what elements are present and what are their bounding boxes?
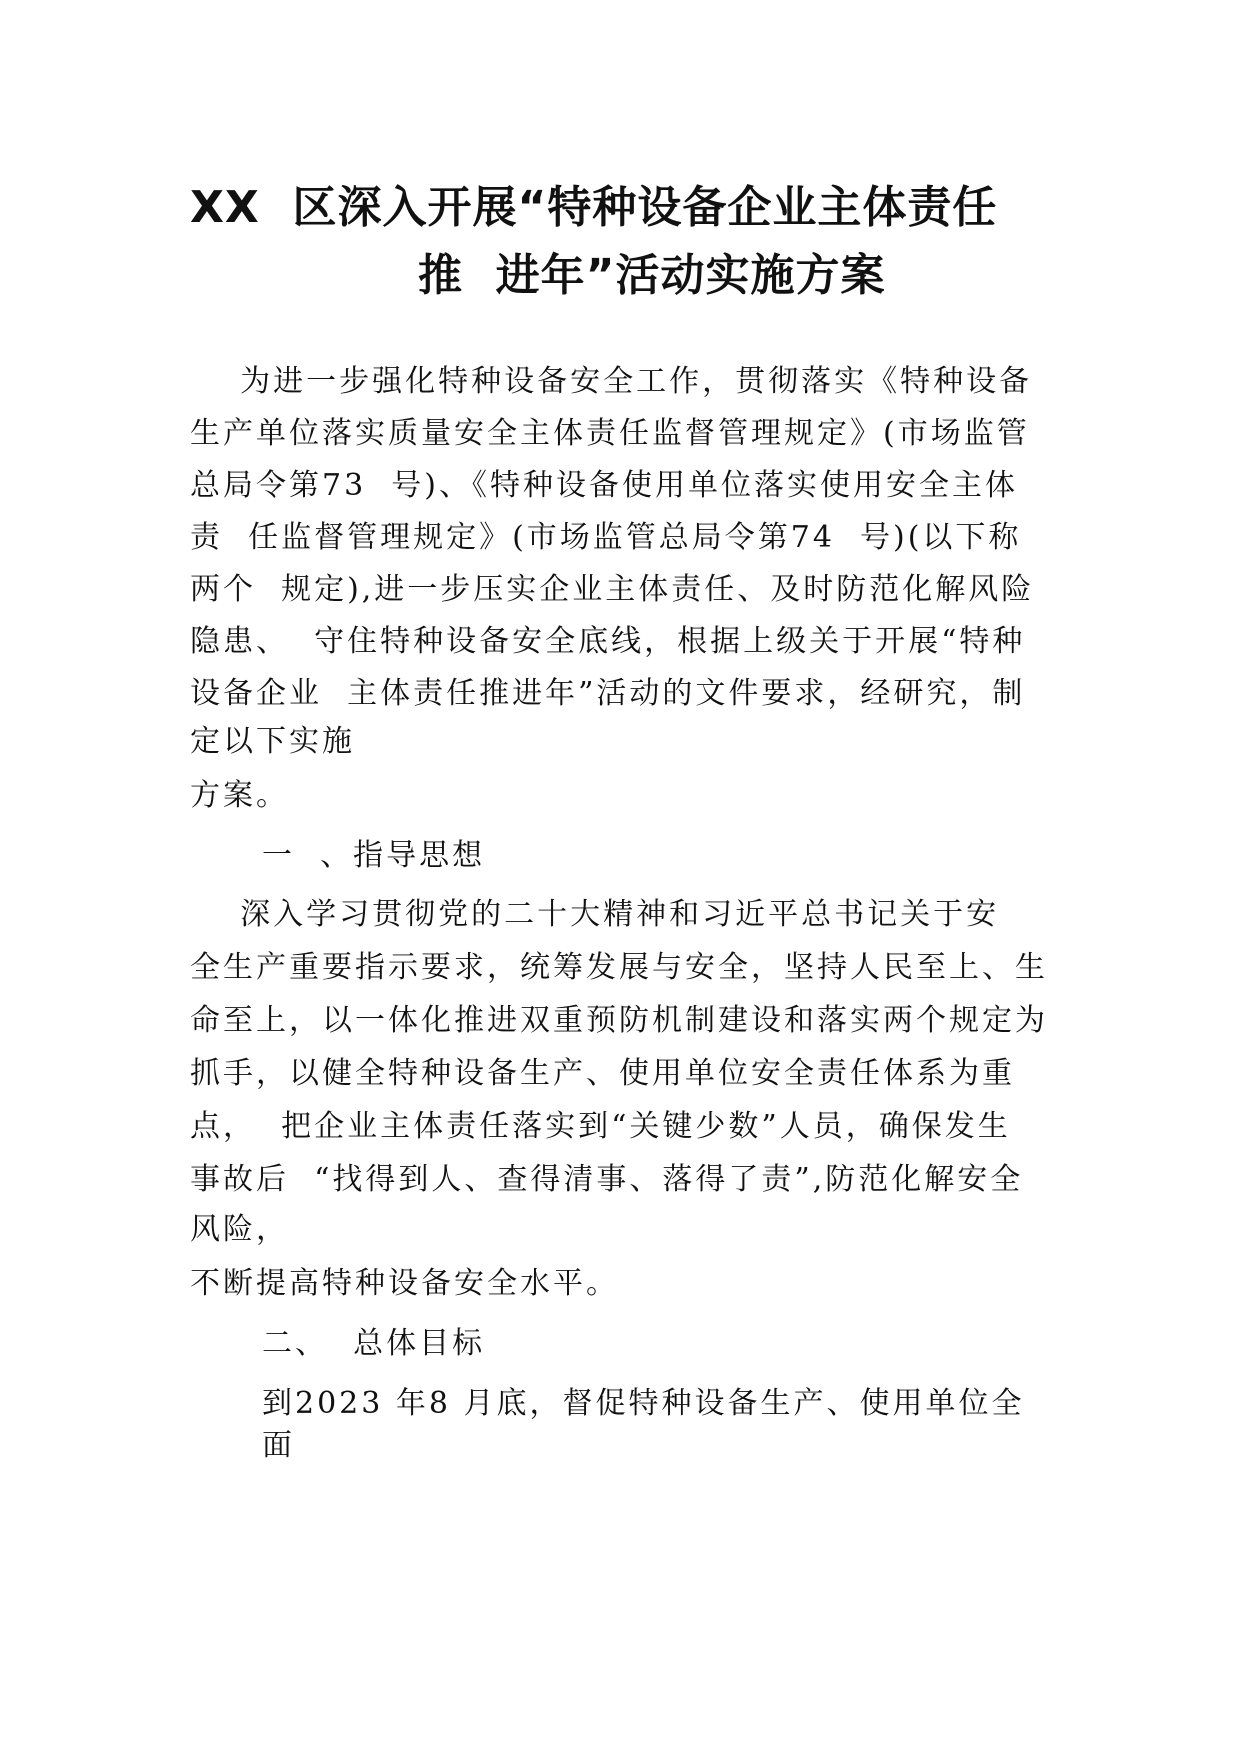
para1-line: 为进一步强化特种设备安全工作，贯彻落实《特种设备: [190, 364, 1033, 399]
para2-line: 点， 把企业主体责任落实到“关键少数”人员，确保发生: [190, 1109, 1011, 1144]
para2-line: 不断提高特种设备安全水平。: [190, 1266, 619, 1301]
para1-line: 总局令第73 号)、《特种设备使用单位落实使用安全主体: [190, 468, 1018, 503]
para1-line: 责 任监督管理规定》(市场监管总局令第74 号)(以下称: [190, 520, 1022, 555]
para3-line: 面: [262, 1428, 295, 1463]
para1-line: 隐患、 守住特种设备安全底线，根据上级关于开展“特种: [190, 624, 1026, 659]
para2-line: 深入学习贯彻党的二十大精神和习近平总书记关于安: [190, 897, 1000, 932]
para2-line: 事故后 “找得到人、查得清事、落得了责”,防范化解安全: [190, 1162, 1024, 1197]
para2-line: 全生产重要指示要求，统筹发展与安全，坚持人民至上、生: [190, 950, 1048, 985]
section-heading-1: 一 、指导思想: [262, 838, 486, 873]
para1-line: 方案。: [190, 778, 289, 813]
para3-line: 到2023 年8 月底，督促特种设备生产、使用单位全: [262, 1386, 1025, 1421]
para1-line: 两个 规定),进一步压实企业主体责任、及时防范化解风险: [190, 572, 1035, 607]
section-heading-2: 二、 总体目标: [262, 1326, 486, 1361]
para2-line: 风险，: [190, 1212, 289, 1247]
para1-line: 生产单位落实质量安全主体责任监督管理规定》(市场监管: [190, 416, 1030, 451]
para2-line: 抓手，以健全特种设备生产、使用单位安全责任体系为重: [190, 1056, 1015, 1091]
para2-line: 命至上，以一体化推进双重预防机制建设和落实两个规定为: [190, 1003, 1048, 1038]
para1-line: 定以下实施: [190, 724, 355, 759]
title-line-2: 推 进年”活动实施方案: [418, 250, 886, 301]
para1-line: 设备企业 主体责任推进年”活动的文件要求，经研究，制: [190, 676, 1026, 711]
title-line-1: XX 区深入开展“特种设备企业主体责任: [190, 182, 998, 233]
